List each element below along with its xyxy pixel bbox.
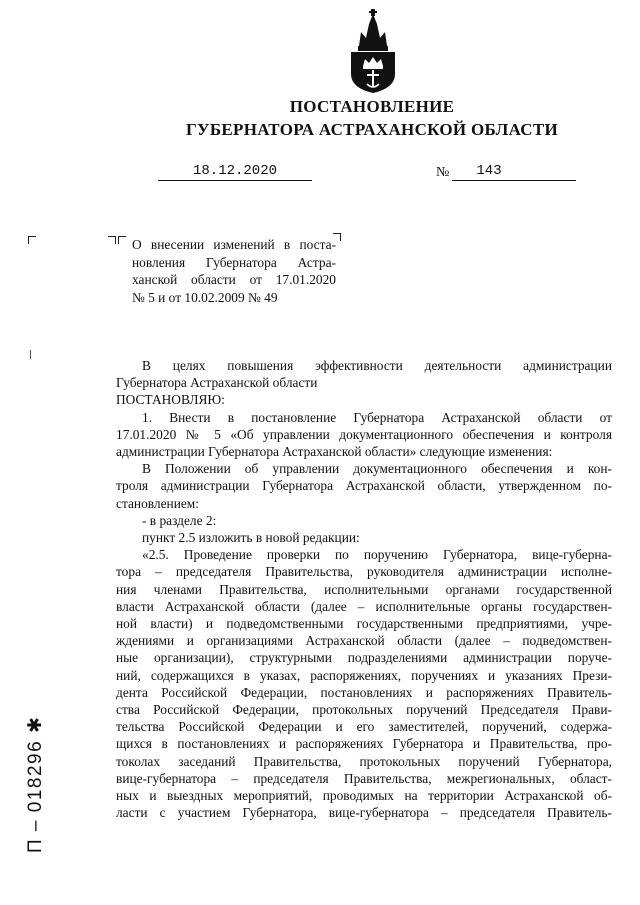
margin-tick-mark — [30, 350, 31, 359]
document-subject — [132, 236, 336, 306]
issuing-authority-title: ГУБЕРНАТОРА АСТРАХАНСКОЙ ОБЛАСТИ — [185, 120, 559, 139]
document-body — [116, 357, 612, 821]
body-line: администрации Губернатора Астраханской области» следующие изменения: — [116, 444, 553, 460]
body-line: 17.01.2020 № 5 «Об управлении документационного обеспечения и контроля — [116, 426, 612, 442]
body-line: пункт 2.5 изложить в новой редакции: — [142, 530, 360, 546]
body-line: токолах заседаний Правительства, протокольных поручений Губернатора, — [116, 753, 612, 769]
body-line: вице-губернатора – председателя Правительства, межрегиональных, област- — [116, 770, 612, 786]
body-line: В Положении об управлении документационного обеспечения и кон- — [142, 461, 612, 477]
number-label: № — [436, 165, 450, 180]
body-line: «2.5. Проведение проверки по поручению Губернатора, вице-губерна- — [142, 547, 612, 563]
subject-line: ханской области от 17.01.2020 — [132, 272, 336, 287]
coat-of-arms-emblem — [345, 8, 401, 94]
margin-corner-mark — [28, 236, 36, 244]
body-line: ные организации), структурными подразделениями администрации поруче- — [116, 650, 612, 666]
subject-open-mark-inner — [118, 236, 126, 244]
body-line: щихся в постановлениях и распоряжениях Губернатора и Правительства, про- — [116, 736, 612, 752]
body-line: ных и выездных мероприятий, проводимых на территории Астраханской об- — [116, 788, 612, 804]
body-line: ния членами Правительства, исполнительными органами государственной — [116, 581, 612, 597]
body-line: ПОСТАНОВЛЯЮ: — [116, 392, 225, 408]
body-line: 1. Внести в постановление Губернатора Астраханской области от — [142, 409, 612, 425]
body-line: власти Астраханской области (далее – исполнительные органы государствен- — [116, 598, 612, 614]
subject-line: новления Губернатора Астра- — [132, 254, 336, 270]
body-line: тора – председателя Правительства, руководителя администрации исполне- — [116, 564, 612, 580]
subject-line: № 5 и от 10.02.2009 № 49 — [132, 289, 278, 305]
document-type-title: ПОСТАНОВЛЕНИЕ — [289, 97, 455, 116]
document-number: 143 — [452, 163, 576, 181]
form-serial-number: П – 018296 ✱ — [25, 715, 46, 853]
body-line: - в разделе 2: — [142, 512, 217, 528]
body-line: ласти с участием Губернатора, вице-губернатора – председателя Правитель- — [116, 805, 612, 821]
subject-line: О внесении изменений в поста- — [132, 237, 336, 252]
subject-open-mark — [108, 236, 116, 244]
body-line: В целях повышения эффективности деятельности администрации — [142, 358, 612, 373]
body-line: троля администрации Губернатора Астраханской области, утвержденном по- — [116, 478, 612, 494]
body-line: ства Российской Федерации, протокольных поручений Председателя Прави- — [116, 702, 612, 718]
body-line: дента Российской Федерации, постановлениях и распоряжениях Правитель- — [116, 684, 612, 700]
body-line: ний, содержащихся в указах, распоряжениях, поручениях и указаниях Прези- — [116, 667, 612, 683]
body-line: ждениями и организациями Астраханской области (далее – подведомствен- — [116, 633, 612, 649]
body-line: Губернатора Астраханской области — [116, 375, 318, 391]
body-line: тельства Российской Федерации и его заместителей, поручений, содержа- — [116, 719, 612, 735]
body-line: ной власти) и подведомственными государственными предприятиями, учре- — [116, 616, 612, 632]
document-date: 18.12.2020 — [158, 163, 312, 181]
body-line: становлением: — [116, 495, 200, 511]
